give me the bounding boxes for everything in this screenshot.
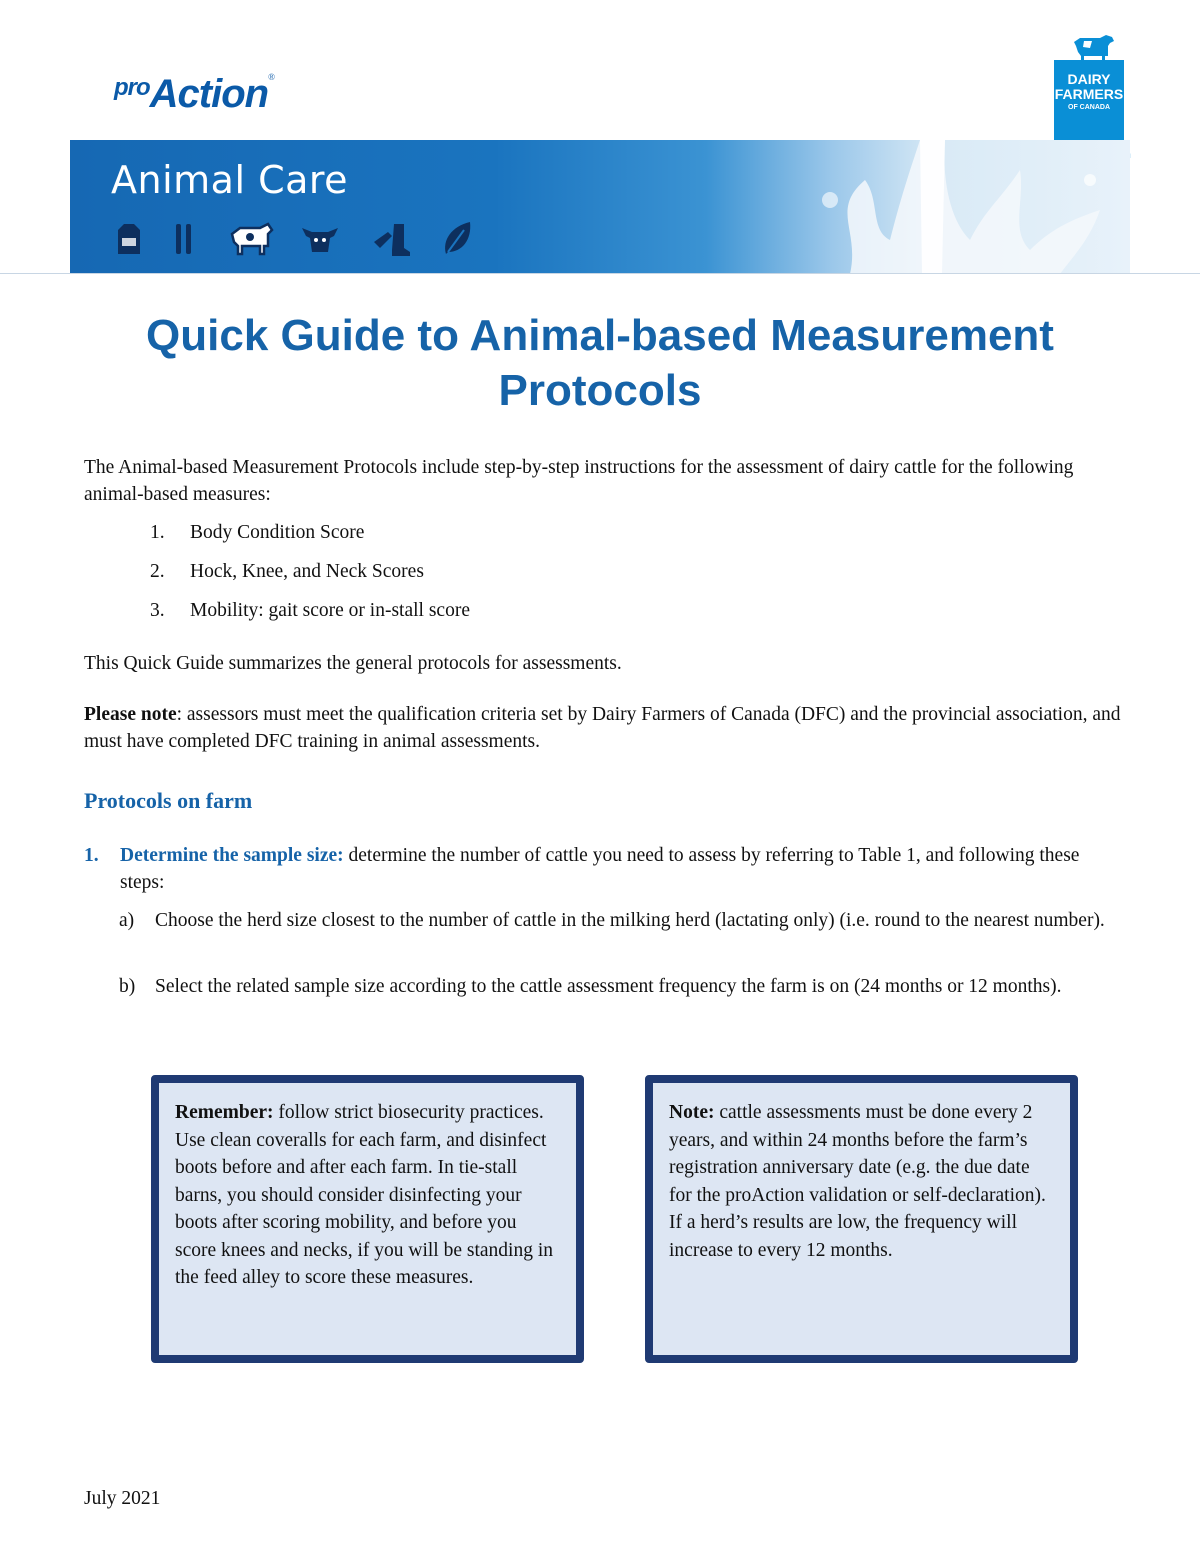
logo-pro-text: pro [114, 74, 150, 101]
note-body: cattle assessments must be done every 2 years, and within 24 months before the farm’s registration anniversary date (e.g. the due date for the proAction validation or self-declaration). If a herd’s results are low, the frequency will increase to every 12 months. [669, 1102, 1046, 1261]
banner-title: Animal Care [111, 158, 349, 202]
dairy-farmers-of-canada-logo [1052, 30, 1128, 130]
page-title [90, 308, 1110, 418]
fork-knife-icon [176, 224, 191, 254]
dfc-logo-line3: OF CANADA [1068, 104, 1110, 111]
dfc-logo-line2: FARMERS [1054, 86, 1124, 102]
remember-body: follow strict biosecurity practices. Use clean coveralls for each farm, and disinfect boots before and after each farm. In tie-stall barns, you should consider disinfecting your boots after scoring mobility, and before you score knees and necks, if you will be standing in the feed alley to score these measures. [175, 1102, 553, 1288]
list-item [150, 558, 470, 597]
step-text [120, 842, 1124, 896]
list-item [150, 519, 470, 558]
substep-letter: a) [119, 910, 135, 931]
animal-care-banner [70, 140, 1130, 274]
list-item-label: Body Condition Score [190, 522, 365, 543]
remember-callout [151, 1075, 584, 1363]
list-item [150, 597, 470, 636]
please-note-paragraph [84, 701, 1124, 755]
page-title-line1: Quick Guide to Animal-based Measurement [146, 311, 1054, 360]
substep-text: Select the related sample size according to the cattle assessment frequency the farm is on (24 months or 12 months). [155, 976, 1062, 997]
step-body: determine the number of cattle you need to assess by referring to Table 1, and following these steps: [120, 845, 1080, 893]
please-note-label: Please note [84, 704, 177, 725]
milk-carton-icon [118, 224, 140, 254]
note-callout [645, 1075, 1078, 1363]
list-item-number: 2. [150, 561, 165, 582]
leaf-icon [445, 222, 470, 254]
dfc-logo-line1: DAIRY [1067, 71, 1111, 87]
banner-icon-row [112, 220, 492, 256]
note-label: Note: [669, 1102, 715, 1123]
list-item-label: Mobility: gait score or in-stall score [190, 600, 470, 621]
header-divider [0, 273, 1200, 274]
substep-a [119, 907, 1119, 934]
step-number: 1. [84, 845, 99, 866]
remember-callout-text [175, 1099, 556, 1292]
please-note-text: : assessors must meet the qualification criteria set by Dairy Farmers of Canada (DFC) and the provincial association, and must have completed DFC training in animal assessments. [84, 704, 1121, 752]
cow-icon [232, 224, 272, 254]
proaction-logo [114, 72, 275, 122]
list-item-number: 1. [150, 522, 165, 543]
boot-icon [374, 224, 410, 256]
milk-splash-graphic [770, 140, 1130, 274]
list-item-label: Hock, Knee, and Neck Scores [190, 561, 424, 582]
list-item-number: 3. [150, 600, 165, 621]
step-1 [84, 842, 1124, 896]
logo-action-text: Action [149, 72, 269, 116]
summary-paragraph: This Quick Guide summarizes the general protocols for assessments. [84, 653, 622, 674]
substep-text: Choose the herd size closest to the number of cattle in the milking herd (lactating only) (i.e. round to the nearest number). [155, 910, 1105, 931]
remember-label: Remember: [175, 1102, 274, 1123]
substep-b [119, 973, 1119, 1000]
section-heading: Protocols on farm [84, 788, 253, 813]
cow-face-icon [302, 228, 338, 252]
step-lead: Determine the sample size: [120, 845, 344, 866]
footer-date: July 2021 [84, 1488, 161, 1509]
logo-trademark: ® [268, 72, 275, 82]
intro-paragraph: The Animal-based Measurement Protocols include step-by-step instructions for the assessment of dairy cattle for the following animal-based measures: [84, 457, 1074, 505]
measures-list [150, 519, 470, 636]
page-title-line2: Protocols [498, 366, 702, 415]
substep-letter: b) [119, 976, 136, 997]
note-callout-text [669, 1099, 1050, 1264]
